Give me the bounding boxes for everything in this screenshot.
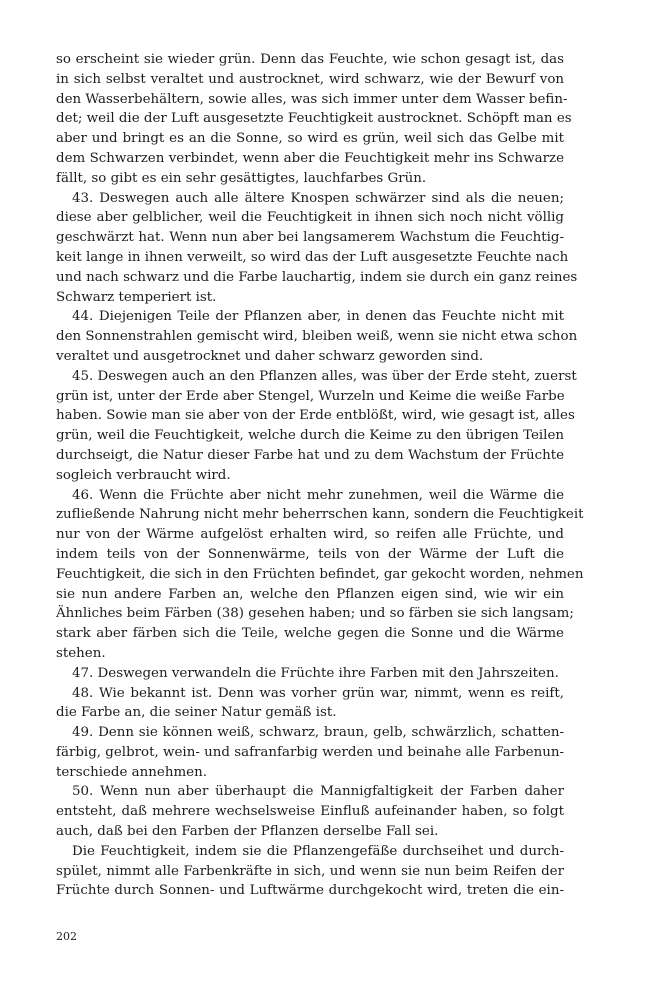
text-line: indem teils von der Sonnenwärme, teils von der Wärme der Luft die — [56, 546, 564, 562]
text-line: fällt, so gibt es ein sehr gesättigtes, lauchfarbes Grün. — [56, 170, 427, 186]
paragraph-49-start: 49. Denn sie können weiß, schwarz, braun, gelb, schwärzlich, schatten- — [72, 725, 564, 741]
text-line: in sich selbst veraltet und austrocknet, wird schwarz, wie der Bewurf von — [56, 71, 564, 87]
text-line: veraltet und ausgetrocknet und daher schwarz geworden sind. — [56, 348, 484, 364]
text-line: diese aber gelblicher, weil die Feuchtigkeit in ihnen sich noch nicht völlig — [56, 210, 564, 226]
text-line: und nach schwarz und die Farbe lauchartig, indem sie durch ein ganz reines — [56, 269, 578, 285]
text-line: sie nun andere Farben an, welche den Pflanzen eigen sind, wie wir ein — [56, 586, 564, 602]
paragraph-50-start: 50. Wenn nun aber überhaupt die Mannigfaltigkeit der Farben daher — [72, 784, 564, 800]
paragraph-44-start: 44. Diejenigen Teile der Pflanzen aber, in denen das Feuchte nicht mit — [72, 309, 564, 325]
text-line: keit lange in ihnen verweilt, so wird das der Luft ausgesetzte Feuchte nach — [56, 249, 569, 265]
text-line: dem Schwarzen verbindet, wenn aber die Feuchtigkeit mehr ins Schwarze — [56, 150, 564, 166]
text-line: färbig, gelbrot, wein- und safranfarbig werden und beinahe alle Farbenun- — [56, 744, 564, 760]
body-text — [56, 50, 584, 901]
text-line: Ähnliches beim Färben (38) gesehen haben; und so färben sie sich langsam; — [56, 606, 574, 622]
text-line: zufließende Nahrung nicht mehr beherrschen kann, sondern die Feuchtigkeit — [56, 507, 584, 523]
text-line: aber und bringt es an die Sonne, so wird es grün, weil sich das Gelbe mit — [56, 131, 564, 147]
text-line: geschwärzt hat. Wenn nun aber bei langsamerem Wachstum die Feuchtig- — [56, 230, 564, 246]
text-line: terschiede annehmen. — [56, 764, 207, 780]
text-line: Feuchtigkeit, die sich in den Früchten befindet, gar gekocht worden, nehmen — [56, 566, 584, 582]
text-line: stark aber färben sich die Teile, welche gegen die Sonne und die Wärme — [56, 626, 564, 642]
paragraph-48-start: 48. Wie bekannt ist. Denn was vorher grün war, nimmt, wenn es reift, — [72, 685, 564, 701]
paragraph-45-start: 45. Deswegen auch an den Pflanzen alles, was über der Erde steht, zuerst — [72, 368, 577, 384]
text-line: so erscheint sie wieder grün. Denn das Feuchte, wie schon gesagt ist, das — [56, 52, 564, 67]
text-line: den Wasserbehältern, sowie alles, was sich immer unter dem Wasser befin- — [56, 91, 568, 107]
paragraph-43-start: 43. Deswegen auch alle ältere Knospen schwärzer sind als die neuen; — [72, 190, 564, 206]
paragraph-final-start: Die Feuchtigkeit, indem sie die Pflanzengefäße durchseihet und durch- — [72, 843, 564, 859]
text-line: die Farbe an, die seiner Natur gemäß ist. — [56, 705, 337, 721]
text-line: entsteht, daß mehrere wechselsweise Einfluß aufeinander haben, so folgt — [56, 804, 564, 820]
text-line: nur von der Wärme aufgelöst erhalten wird, so reifen alle Früchte, und — [56, 527, 564, 543]
text-line: Schwarz temperiert ist. — [56, 289, 217, 305]
text-line: grün ist, unter der Erde aber Stengel, Wurzeln und Keime die weiße Farbe — [56, 388, 565, 404]
text-line: sogleich verbraucht wird. — [56, 467, 231, 483]
text-line: stehen. — [56, 645, 106, 661]
text-line: durchseigt, die Natur dieser Farbe hat und zu dem Wachstum der Früchte — [56, 447, 564, 463]
text-line: den Sonnenstrahlen gemischt wird, bleiben weiß, wenn sie nicht etwa schon — [56, 329, 578, 345]
text-line: spület, nimmt alle Farbenkräfte in sich, und wenn sie nun beim Reifen der — [56, 863, 564, 879]
paragraph-46-start: 46. Wenn die Früchte aber nicht mehr zunehmen, weil die Wärme die — [72, 487, 564, 503]
paragraph-47: 47. Deswegen verwandeln die Früchte ihre Farben mit den Jahrszeiten. — [72, 665, 559, 681]
text-line: auch, daß bei den Farben der Pflanzen derselbe Fall sei. — [56, 824, 439, 840]
text-line: grün, weil die Feuchtigkeit, welche durch die Keime zu den übrigen Teilen — [56, 428, 564, 444]
text-line: det; weil die der Luft ausgesetzte Feuchtigkeit austrocknet. Schöpft man es — [56, 111, 572, 127]
text-line: Früchte durch Sonnen- und Luftwärme durchgekocht wird, treten die ein- — [56, 883, 564, 899]
page-number: 202 — [56, 930, 77, 943]
text-line: haben. Sowie man sie aber von der Erde entblößt, wird, wie gesagt ist, alles — [56, 408, 575, 424]
